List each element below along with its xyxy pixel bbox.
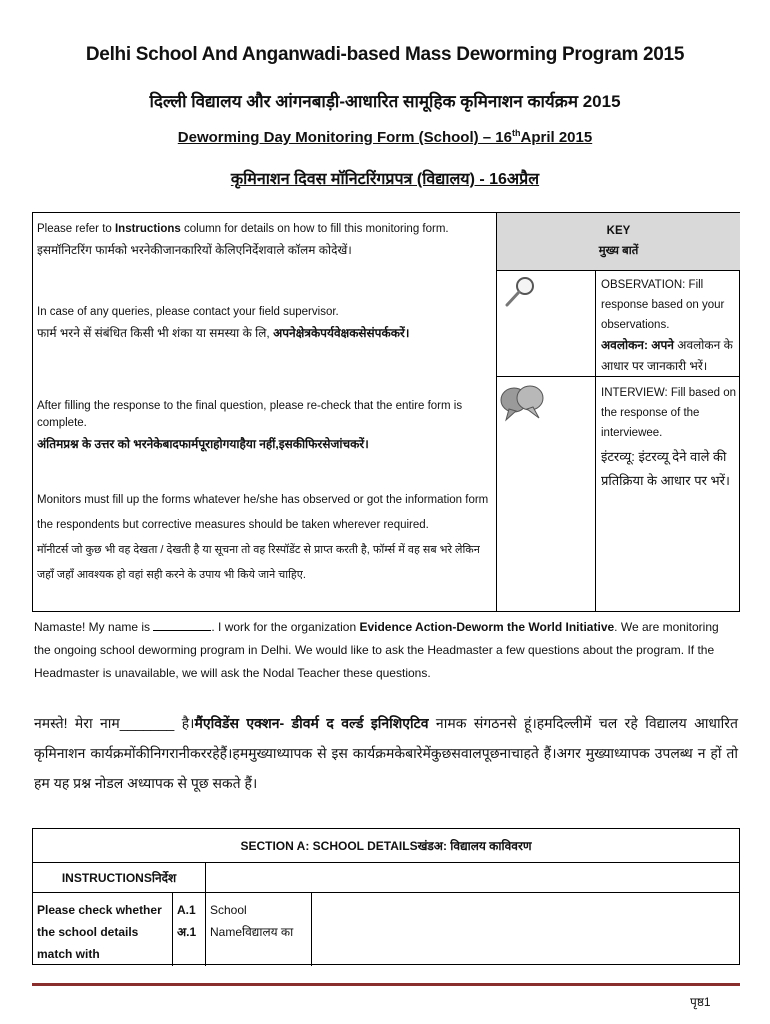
intro-hi-org: मैंएविडेंस एक्शन- डीवर्म द वर्ल्ड इनिशिएटिव [194,715,429,731]
key-observation-hi-bold: अवलोकन: अपने [601,338,674,352]
magnifier-icon [501,275,537,311]
question-text-cell [206,893,312,966]
key-observation-hi [601,335,739,377]
form-title-end: April 2015 [520,129,593,146]
instruction-3-en: After filling the response to the final question, please re-check that the entire form is complete. [37,400,463,429]
intro-en-pre: Namaste! My name is [34,620,154,634]
question-number: A.1 [177,903,196,917]
key-title-hi: मुख्य बातें [598,245,639,257]
instructions-key-box [32,212,740,612]
instruction-1-pre: Please refer to [37,223,115,235]
intro-hi-post: नामक संगठनसे हूं।हमदिल्लीमें चल रहे विद्यालय आधारित कृमिनाशन कार्यक्रमोंकीनिगरानीकररहेहैं।हममुख्याध्यापक से इस कार्यक्रमकेबारेमेंकुछसवालपूछनाचाहते हैं।अगर मुख्याध्यापक उपलब्ध न हों तो हम यह प्रश्न नोडल अध्यापक से पूछ सकते हैं। [34,715,738,791]
title-en: Delhi School And Anganwadi-based Mass Deworming Program 2015 [85,44,685,65]
instruction-1-hi: इसमॉनिटरिंग फार्मको भरनेकीजानकारियों केलिएनिर्देशवाले कॉलम कोदेखें। [37,243,352,257]
instruction-2-hi-pre: फार्म भरने सें संबंधित किसी भी शंका या समस्या के लि, [37,326,274,340]
intro-en-post: . We are monitoring the ongoing school deworming program in Delhi. We would like to ask the Headmaster a few questions about the program. If the Headmaster is unavailable, we will ask the Nodal Teacher these questions. [34,620,719,680]
intro-hi-pre: नमस्ते! मेरा नाम_______ है। [34,715,195,731]
instruction-4-en: Monitors must fill up the forms whatever he/she has observed or got the information form the respondents but corrective measures should be taken wherever required. [37,494,489,531]
instruction-4 [37,488,493,588]
instruction-2-hi-bold: अपनेक्षेत्रकेपर्यवेक्षकसेसंपर्ककरें। [273,326,410,340]
section-a-heading: SECTION A: SCHOOL DETAILSखंडअ: विद्यालय काविवरण [33,829,739,863]
instructions-label: INSTRUCTIONSनिर्देश [33,863,206,892]
instruction-2 [37,304,493,342]
instruction-4-hi: मॉनीटर्स जो कुछ भी वह देखता / देखती है या सूचना तो वह रिस्पॉडेंट से प्राप्त करती है, फॉर्म्स में वह सब भरे लेकिन जहाँ जहाँ आवश्यक हो वहां सही करने के उपाय भी किये जाने चाहिए. [37,544,480,581]
question-number-hi: अ.1 [177,925,197,939]
key-observation [601,275,739,377]
speech-bubbles-icon [499,383,545,423]
intro-hindi [34,708,738,798]
instruction-3-hi: अंतिमप्रश्न के उत्तर को भरनेकेबादफार्मपूराहोगयाहैया नहीं,इसकीफिरसेजांचकरें। [37,437,369,451]
page-number: पृष्ठ1 [690,995,711,1009]
title-hi: दिल्ली विद्यालय और आंगनबाड़ी-आधारित सामूहिक कृमिनाशन कार्यक्रम 2015 [149,92,621,111]
name-blank[interactable] [153,620,211,631]
footer-divider [32,983,740,986]
instruction-1 [37,221,493,259]
instruction-1-bold: Instructions [114,223,181,235]
instruction-1-post: column for details on how to fill this monitoring form. [180,223,449,235]
instructions-row [33,863,739,893]
form-title-hi: कृमिनाशन दिवस मॉनिटरिंगप्रपत्र (विद्यालय) - 16अप्रैल [230,171,540,188]
section-a-table [32,828,740,965]
intro-en-org: Evidence Action-Deworm the World Initiative [359,620,615,634]
question-number-cell [173,893,206,966]
form-title-main: Deworming Day Monitoring Form (School) – 16 [177,129,512,146]
question-instruction-cell: Please check whether the school details match with [33,893,173,966]
key-icon-column [497,271,596,612]
question-text-line1: School [210,903,247,917]
key-interview [601,383,739,493]
instruction-2-hi [37,325,493,342]
instruction-3 [37,398,493,453]
key-observation-en: OBSERVATION: Fill response based on your observations. [601,279,725,331]
question-text-line2: Nameविद्यालय का [210,925,294,939]
intro-en-mid: . I work for the organization [211,620,360,634]
form-title-sup: th [511,128,521,138]
instructions-column [33,213,497,611]
instruction-2-en: In case of any queries, please contact your field supervisor. [37,306,339,318]
key-title: KEY [606,225,631,237]
key-interview-en: INTERVIEW: Fill based on the response of the interviewee. [601,387,737,439]
key-interview-hi: इंटरव्यू: इंटरव्यू देने वाले की प्रतिक्रिया के आधार पर भरें। [601,449,730,488]
intro-english [34,616,738,685]
key-observation-hi-rest: अवलोकन के आधार पर जानकारी भरें। [601,338,733,373]
form-title [0,128,770,146]
key-header [497,213,740,271]
